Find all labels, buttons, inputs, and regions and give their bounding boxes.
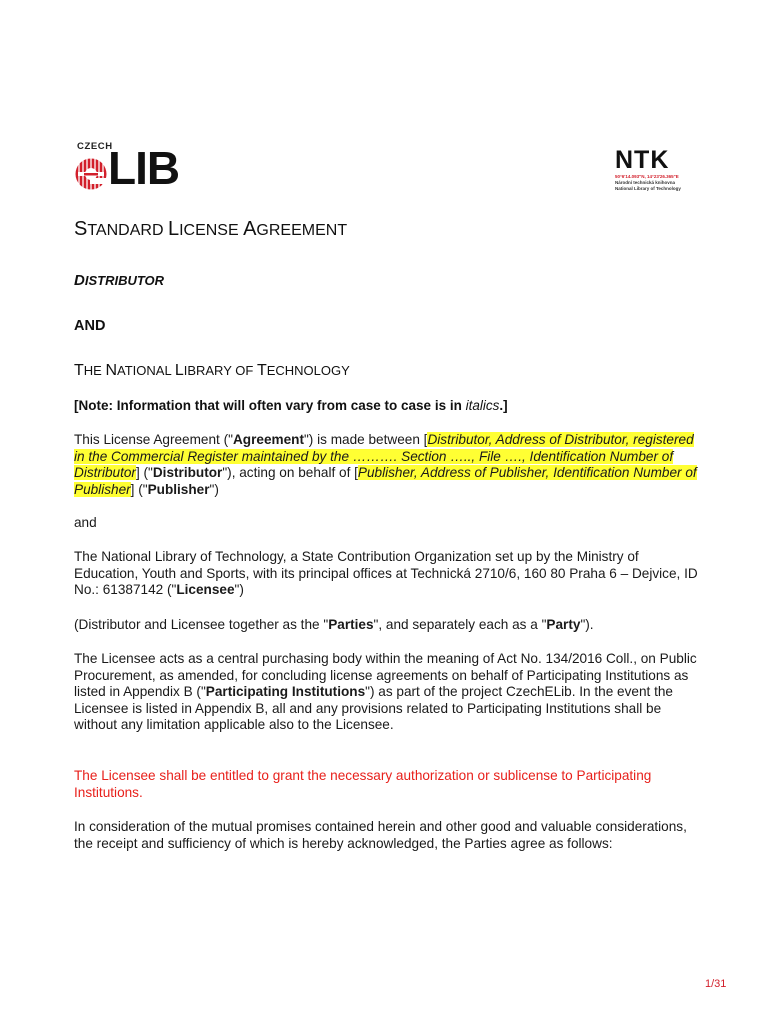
paragraph-parties-definition: (Distributor and Licensee together as the "Parties", and separately each as a "Party"). xyxy=(74,617,594,632)
paragraph-sublicense: The Licensee shall be entitled to grant the necessary authorization or sublicense to Participating Institutions. xyxy=(74,768,652,800)
logo-lib-text: LIB xyxy=(108,142,180,194)
logo-czech-text: CZECH xyxy=(77,141,113,152)
paragraph-and: and xyxy=(74,515,97,530)
paragraph-consideration: In consideration of the mutual promises contained herein and other good and valuable considerations, the receipt and sufficiency of which is hereby acknowledged, the Parties agree as follows: xyxy=(74,819,687,851)
distributor-heading: DISTRIBUTOR xyxy=(74,272,165,289)
highlight-distributor: Distributor, Address of Distributor, registered in the Commercial Register maintained by the ………. Section ….., File …., Identification Number of Distributor xyxy=(74,432,694,481)
paragraph-central-purchasing: The Licensee acts as a central purchasing body within the meaning of Act No. 134/2016 Coll., on Public Procurement, as amended, for concluding license agreements on behalf of Participating Institutions as listed in Appendix B ("Participating Institutions") as part of the project CzechELib. In the event the Licensee is listed in Appendix B, all and any provisions related to Participating Institutions shall be without any limitation applicable also to the Licensee. xyxy=(74,651,697,733)
ntk-logo xyxy=(615,148,715,192)
czechelib-logo xyxy=(74,141,206,193)
paragraph-parties: This License Agreement ("Agreement") is made between [Distributor, Address of Distributor, registered in the Commercial Register maintained by the ………. Section ….., File …., Identification Number of Distributor] ("Distributor"), acting on behalf of [Publisher, Address of Publisher, Identification Number of Publisher] ("Publisher") xyxy=(74,432,697,497)
ntk-logo-text: NTK xyxy=(615,146,670,174)
and-heading: AND xyxy=(74,318,106,334)
paragraph-licensee: The National Library of Technology, a State Contribution Organization set up by the Ministry of Education, Youth and Sports, with its principal offices at Technická 2710/6, 160 80 Praha 6 – Dejvice, ID No.: 61387142 ("Licensee") xyxy=(74,549,698,598)
highlight-publisher: Publisher, Address of Publisher, Identification Number of Publisher xyxy=(74,465,697,497)
ntk-coordinates: 50°6'14.093"N, 14°23'26.365"E xyxy=(615,174,679,179)
ntl-heading: THE NATIONAL LIBRARY OF TECHNOLOGY xyxy=(74,362,350,379)
elib-e-icon xyxy=(74,153,108,191)
agreement-title: STANDARD LICENSE AGREEMENT xyxy=(74,218,348,240)
ntk-name-english: National Library of Technology xyxy=(615,186,681,191)
ntk-name-czech: Národní technická knihovna xyxy=(615,180,676,185)
note-line: [Note: Information that will often vary from case to case is in italics.] xyxy=(74,398,508,413)
page-number: 1/31 xyxy=(705,978,727,990)
